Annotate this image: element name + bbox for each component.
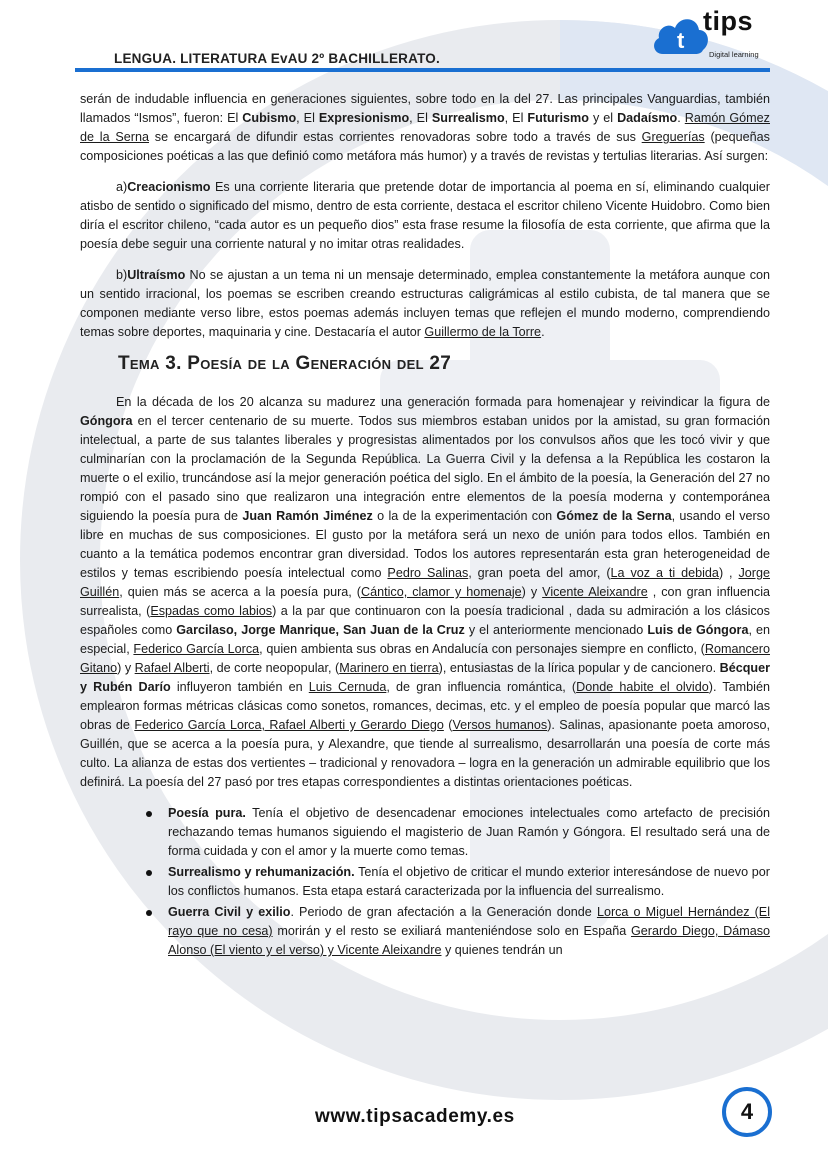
footer-url[interactable]: www.tipsacademy.es [315, 1106, 515, 1127]
intro-paragraph: serán de indudable influencia en generaciones siguientes, sobre todo en la del 27. Las principales Vanguardias, también llamados “Ismos”, fueron: El Cubismo, El Expresionismo, El Surrealismo, El Futurismo y el Dadaísmo. Ramón Gómez de la Serna se encargará de difundir estas corrientes renovadoras sobre todo a través de sus Greguerías (pequeñas composiciones poéticas a las que definió como metáfora más humor) y a través de revistas y tertulias literarias. Así surgen: [80, 92, 770, 163]
document-body [80, 90, 770, 962]
logo-tagline: Digital learning [709, 50, 759, 59]
section-title: Tema 3. Poesía de la Generación del 27 [118, 353, 452, 374]
tips-logo [651, 6, 771, 62]
ultraismo-paragraph: b)Ultraísmo No se ajustan a un tema ni un mensaje determinado, emplea constantemente la metáfora aunque con un sentido irracional, los poemas se escriben creando estructuras caligrámicas al estilo cubista, de tal manera que se componen mediante verso libre, estos poemas además incluyen temas que reflejen el mundo moderno, comprendiendo temas sobre deportes, maquinaria y cine. Destacaría el autor Guillermo de la Torre. [80, 268, 770, 339]
stages-list [80, 804, 770, 960]
logo-letter: t [677, 28, 685, 53]
list-item: Guerra Civil y exilio. Periodo de gran afectación a la Generación donde Lorca o Miguel Hernández (El rayo que no cesa) morirán y el resto se exiliará manteniéndose solo en España Gerardo Diego, Dámaso Alonso (El viento y el verso) y Vicente Aleixandre y quienes tendrán un [168, 903, 770, 960]
header-title: LENGUA. LITERATURA EvAU 2º BACHILLERATO. [114, 51, 440, 66]
generation-paragraph: En la década de los 20 alcanza su madurez una generación formada para homenajear y reivindicar la figura de Góngora en el tercer centenario de su muerte. Todos sus miembros estaban unidos por la amistad, su gran formación intelectual, a parte de sus talantes liberales y progresistas alimentados por los convulsos años que les tocó vivir y que culminarían con la proclamación de la Segunda República. La Guerra Civil y la defensa a la República les costaron la muerte o el exilio, truncándose así la mejor generación poética del siglo. En el ámbito de la poesía, la Generación del 27 no rompió con el pasado sino que realizaron una integración entre elementos de la poesía moderna y contemporánea siguiendo la poesía pura de Juan Ramón Jiménez o la de la experimentación con Gómez de la Serna, usando el verso libre en muchas de sus composiciones. El gusto por la metáfora será un nexo de unión para todos ellos. También en cuanto a la temática podemos encontrar gran diversidad. Todos los autores representarán esta gran heterogeneidad de estilos y temas escribiendo poesía intelectual como Pedro Salinas, gran poeta del amor, (La voz a ti debida) , Jorge Guillén, quien más se acerca a la poesía pura, (Cántico, clamor y homenaje) y Vicente Aleixandre , con gran influencia surrealista, (Espadas como labios) a la par que continuaron con la poesía tradicional , dada su admiración a los clásicos españoles como Garcilaso, Jorge Manrique, San Juan de la Cruz y el anteriormente mencionado Luis de Góngora, en especial, Federico García Lorca, quien ambienta sus obras en Andalucía con personajes siempre en conflicto, (Romancero Gitano) y Rafael Alberti, de corte neopopular, (Marinero en tierra), entusiastas de la lírica popular y de cancionero. Bécquer y Rubén Darío influyeron también en Luis Cernuda, de gran influencia romántica, (Donde habite el olvido). También emplearon formas métricas clásicas como sonetos, romances, decimas, etc. y el empleo de poesía popular que marcó las obras de Federico García Lorca, Rafael Alberti y Gerardo Diego (Versos humanos). Salinas, apasionante poeta amoroso, Guillén, que se acerca a la poesía pura, y Alexandre, que tiende al surrealismo, desarrollarán una poesía de corte más culto. La alianza de estas dos vertientes – tradicional y renovadora – logra en la generación un admirable equilibrio que los definirá. La poesía del 27 pasó por tres etapas correspondientes a distintas orientaciones poéticas. [80, 395, 771, 789]
header-rule [75, 68, 770, 72]
list-item: Surrealismo y rehumanización. Tenía el objetivo de criticar el mundo exterior interesándose de nuevo por los conflictos humanos. Esta etapa estará caracterizada por la influencia del surrealismo. [168, 863, 770, 901]
link-guillermo: Guillermo de la Torre [424, 325, 542, 339]
page-number: 4 [722, 1087, 772, 1137]
link-gomez: Ramón Gómez de la Serna [80, 111, 770, 144]
cloud-logo-icon [651, 10, 711, 60]
list-item: Poesía pura. Tenía el objetivo de desencadenar emociones intelectuales como artefacto de precisión rechazando temas humanos siguiendo el magisterio de Juan Ramón y Góngora. El resultado será una de forma cuidada y con el amor y la muerte como temas. [168, 804, 770, 861]
logo-wordmark: tips [703, 6, 754, 36]
link-greguerias: Greguerías [641, 130, 705, 144]
creacionismo-paragraph: a)Creacionismo Es una corriente literaria que pretende dotar de importancia al poema en sí, eliminando cualquier atisbo de sentido o significado del mismo, dentro de esta corriente, destaca el escritor chileno Vicente Huidobro. Como bien diría el escritor chileno, “cada autor es un pequeño dios” esta frase resume la filosofía de esta corriente, que afirma que la poesía debe seguir una corriente natural y no imitar otras realidades. [80, 180, 771, 251]
